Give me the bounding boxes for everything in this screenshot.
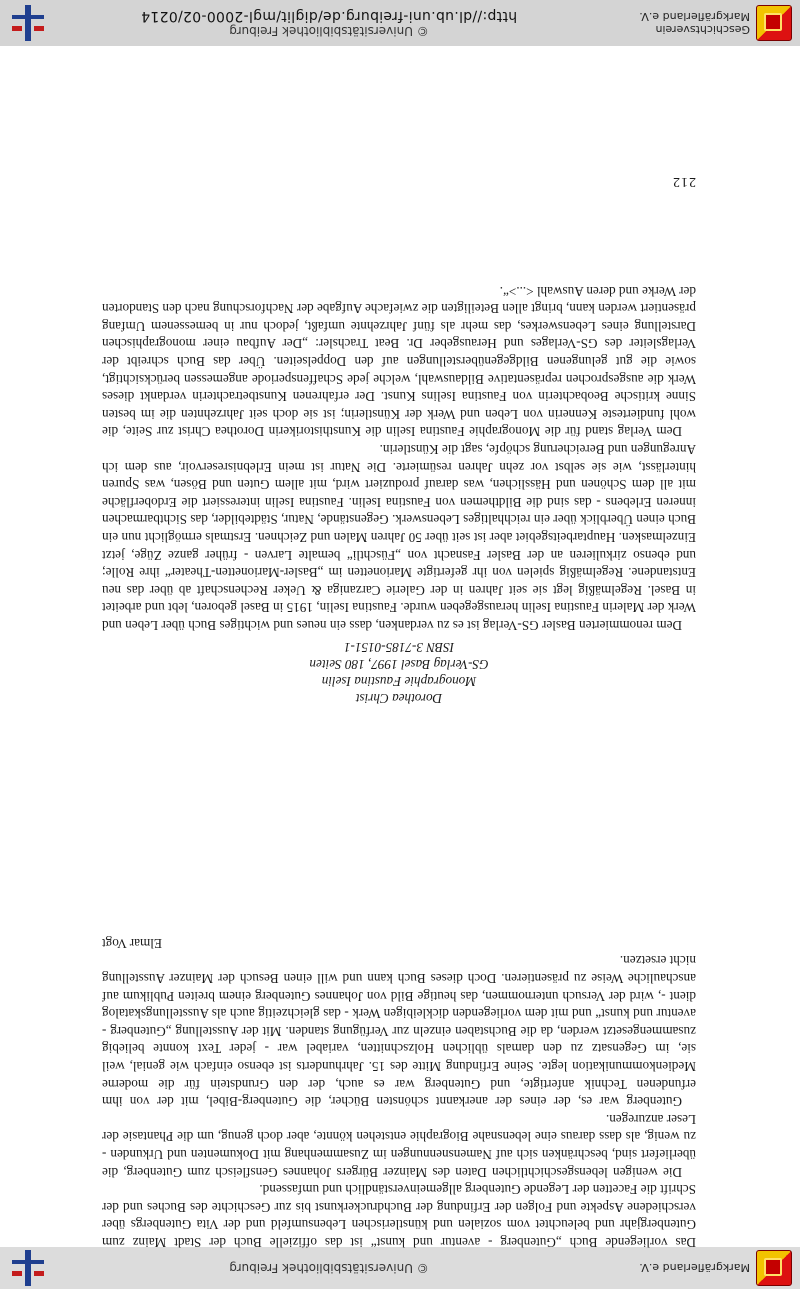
association-crest-icon bbox=[756, 5, 792, 41]
paragraph: Dem Verlag stand für die Monographie Faustina Iselin die Kunsthistorikerin Dorothea Christ zur Seite, die wohl fundierteste Kennerin von Leben und Werk der Künstlerin; ist sie doch seit Jahrzehnten die im besten Sinne kritische Beobachterin von Faustina Iselins Kunst. Der erfahrenen Kunstbetrachterin verdankt dieses Werk die ausgesprochen repräsentative Bildauswahl, welche jede Schaffensperiode angemessen berücksichtigt, sowie die gut gelungenen Bildgegenüberstellungen auf den Doppelseiten. Über das Buch schreibt der Verlagsleiter des GS-Verlages und Herausgeber Dr. Beat Trachsler: „Der Aufbau einer monographischen Darstellung eines Lebenswerkes, das mehr als fünf Jahrzehnte umfaßt, jedoch nur in bemessenem Umfang präsentiert werden kann, bringt allen Beteiligten die zwiefache Aufgabe der Nachforschung nach den Standorten der Werke und deren Auswahl <...>“. bbox=[102, 283, 696, 440]
paragraph: Die wenigen lebensgeschichtlichen Daten des Mainzer Bürgers Johannes Gensfleisch zum Gutenberg, die überliefert sind, beschränken sich auf Namensnennungen im Zusammenhang mit Dokumenten und Urkunden - zu wenig, als dass daraus eine lebensnahe Biographie entstehen könnte, aber doch genug, um die Phantasie der Leser anzuregen. bbox=[102, 1111, 696, 1180]
bibliographic-header bbox=[102, 639, 696, 707]
book-title: Monographie Faustina Iselin bbox=[321, 674, 477, 689]
review-faustina-iselin bbox=[102, 282, 696, 634]
permalink-url[interactable]: http://dl.ub.uni-freiburg.de/diglit/mgl-2000-02/0214 bbox=[140, 8, 518, 24]
paragraph: Das vorliegende Buch „Gutenberg - aventur und kunst“ ist das offizielle Buch der Stadt Mainz zum Gutenbergjahr und beleuchtet vom sozialen und künstlerischen Lebensumfeld und der Vita Gutenbergs über verschiedene Aspekte und Folgen der Erfindung der Buchdruckerkunst bis zur Geschichte des Buches und der Schrift die Facetten der Legende Gutenberg allgemeinverständlich und umfassend. bbox=[102, 1182, 696, 1250]
book-author: Dorothea Christ bbox=[355, 691, 443, 706]
paragraph: Gutenberg war es, der eines der anerkannt schönsten Bücher, die Gutenberg-Bibel, mit der von ihm erfundenen Technik anfertigte, und Gutenberg war es auch, der den Grundstein für die moderne Medienkommunikation legte. Seine Erfindung Mitte des 15. Jahrhunderts ist ebenso einfach wie genial, weil sie, im Gegensatz zu den damals üblichen Holzschnitten, variabel war - jeder Text konnte beliebig zusammengesetzt werden, da die Buchstaben einzeln zur Verfügung standen. Mit der Ausstellung „Gutenberg - aventur und kunst“ und mit dem vorliegenden dickleibigen Werk - das gleichzeitig auch als Ausstellungskatalog dient -, wird der Versuch unternommen, das heutige Bild von Johannes Gutenberg einem breiten Publikum auf anschauliche Weise zu präsentieren. Doch dieses Buch kann und will einen Besuch der Mainzer Ausstellung nicht ersetzen. bbox=[102, 953, 696, 1110]
association-crest-icon bbox=[756, 1250, 792, 1286]
book-publisher: GS-Verlag Basel 1997, 180 Seiten bbox=[309, 657, 489, 672]
banner-center bbox=[48, 1261, 610, 1275]
book-isbn: ISBN 3-7185-0151-1 bbox=[343, 640, 455, 655]
copyright-text: © Universitätsbibliothek Freiburg bbox=[229, 1261, 429, 1275]
university-logo-icon bbox=[8, 1248, 48, 1288]
association-name: Markgräflerland e.V. bbox=[639, 1261, 750, 1275]
banner-center bbox=[48, 8, 610, 38]
page-number: 212 bbox=[672, 174, 696, 189]
partial-top-banner bbox=[0, 1247, 800, 1289]
review-signature: Elmar Vogt bbox=[102, 935, 162, 951]
review-gutenberg bbox=[102, 934, 696, 1251]
repository-banner bbox=[0, 0, 800, 46]
paragraph: Dem renommierten Basler GS-Verlag ist es zu verdanken, dass ein neues und wichtiges Buch über Leben und Werk der Malerin Faustina Iselin herausgegeben wurde. Faustina Iselin, 1915 in Basel geboren, lebt und arbeitet in Basel. Regelmäßig legt sie seit Jahren in der Galerie Carzaniga & Ueker Rechenschaft ab über das neu Entstandene. Regelmäßig spielen von ihr gefertigte Marionetten im „Basler-Marionetten-Theater“ ihre Rolle; und ebenso zirkulieren an der Basler Fasnacht von „Füschtli“ bemalte Larven - früher ganze Züge, jetzt Einzelmasken. Hauptarbeitsgebiet aber ist seit über 50 Jahren Malen und Zeichnen. Erstmals ermöglicht nun ein Buch einen Überblick über ein reichhaltiges Lebenswerk. Gegenstände, Natur, Städtebilder, das Sichtbarmachen inneren Erlebens - das sind die Bildthemen von Faustina Iselin. Faustina Iselin interessiert die Erdoberfläche mit all dem Schönen und Hässlichen, was darauf produziert wird, mit allem Guten und Bösen, was Spuren hinterlässt, wie sie selbst vor zehn Jahren resümierte. Die Natur ist mein Erlebnisreservoir, aus dem ich Anregungen und Bereicherung schöpfe, sagt die Künstlerin. bbox=[102, 442, 696, 633]
association-name: Geschichtsverein Markgräflerland e.V. bbox=[639, 10, 750, 36]
copyright-text: © Universitätsbibliothek Freiburg bbox=[229, 24, 429, 38]
university-logo-icon bbox=[8, 3, 48, 43]
